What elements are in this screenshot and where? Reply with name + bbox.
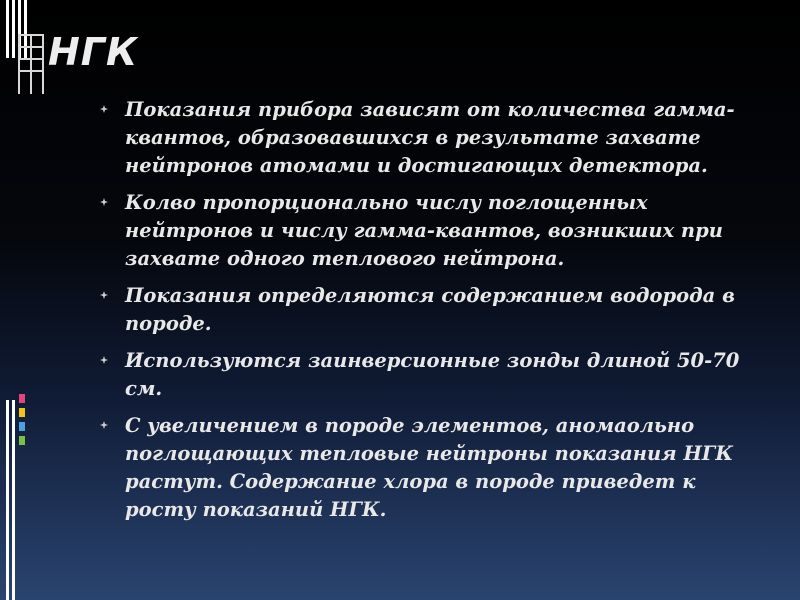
bullet-item [100, 96, 750, 180]
bullet-item [100, 347, 750, 403]
bullet-text: Колво пропорционально числу поглощенных нейтронов и числу гамма-квантов, возникших при захвате одного теплового нейтрона. [125, 191, 723, 270]
starburst-bullet-icon [100, 105, 108, 113]
bullet-item [100, 189, 750, 273]
bullet-text: Используются заинверсионные зонды длиной 50-70 см. [125, 349, 740, 400]
starburst-bullet-icon [100, 356, 108, 364]
starburst-bullet-icon [100, 421, 108, 429]
slide-title: НГК [48, 30, 139, 74]
bullet-list [100, 96, 750, 533]
bullet-item [100, 282, 750, 338]
bullet-text: Показания определяются содержанием водорода в породе. [125, 284, 735, 335]
bullet-item [100, 412, 750, 524]
grid-decor-icon [18, 34, 44, 94]
bullet-text: Показания прибора зависят от количества гамма-квантов, образовавшихся в результате захвате нейтронов атомами и достигающих детектора. [125, 98, 735, 177]
color-dots-decor [19, 394, 25, 454]
starburst-bullet-icon [100, 198, 108, 206]
starburst-bullet-icon [100, 291, 108, 299]
bullet-text: С увеличением в породе элементов, аномаольно поглощающих тепловые нейтроны показания НГК растут. Содержание хлора в породе приведет к росту показаний НГК. [125, 414, 734, 521]
